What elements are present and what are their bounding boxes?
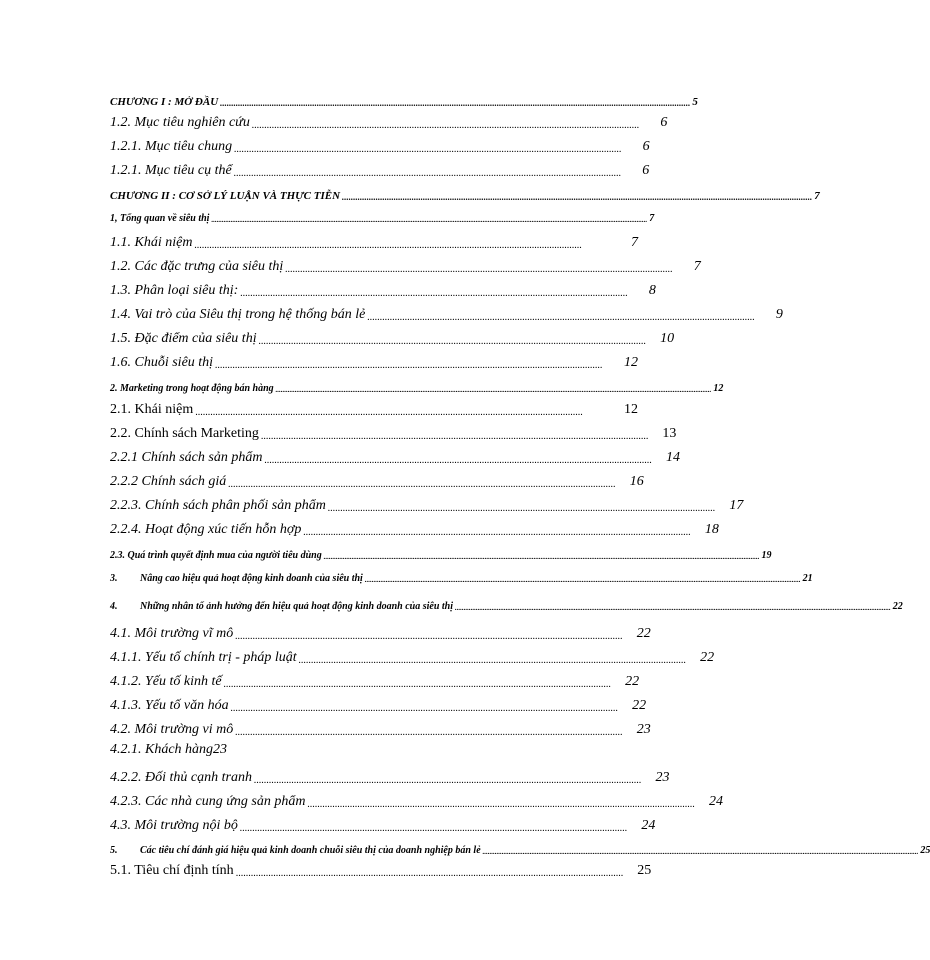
toc-entry-label: 1.3. Phân loại siêu thị: (110, 283, 239, 298)
toc-entry-label: CHƯƠNG II : CƠ SỞ LÝ LUẬN VÀ THỰC TIỄN (110, 190, 341, 202)
toc-entry-label: 2.2.3. Chính sách phân phối sản phẩm (110, 498, 326, 513)
toc-leader: ........................................................................................................................................................... (235, 868, 624, 879)
toc-leader: ........................................................................................................................................................... (285, 264, 673, 275)
toc-entry-label: 2.1. Khái niệm (110, 402, 194, 417)
toc-entry-page: 13 (662, 426, 677, 441)
toc-entry-page: 22 (892, 601, 903, 612)
toc-entry-page: 14 (665, 450, 680, 465)
toc-entry-text: Những nhân tố ảnh hưởng đến hiệu quả hoạt động kinh doanh của siêu thị (140, 601, 454, 612)
toc-entry-page: 22 (700, 650, 715, 665)
toc-leader: ........................................................................................................................................................... (234, 144, 622, 155)
toc-entry-page: 6 (642, 163, 650, 178)
toc-entry-label: 2.2.4. Hoạt động xúc tiến hỗn hợp (110, 522, 302, 537)
toc-entry[interactable] (110, 816, 656, 834)
toc-entry[interactable] (110, 233, 638, 251)
toc-entry-label: 1, Tổng quan về siêu thị (110, 213, 210, 224)
toc-entry-page: 25 (920, 845, 930, 856)
toc-entry-label (110, 573, 363, 584)
toc-entry-page: 24 (641, 818, 656, 833)
toc-entry-page: 18 (704, 522, 719, 537)
toc-entry[interactable] (110, 861, 652, 879)
toc-leader: ........................................................................................................................................................... (367, 312, 755, 323)
toc-leader: ......................................................................................................................................................................................................................................................... (211, 216, 648, 224)
toc-entry-page: 22 (632, 698, 647, 713)
toc-leader: ........................................................................................................................................................... (228, 479, 616, 490)
toc-leader: ......................................................................................................................................................................................................................................................... (275, 386, 712, 394)
toc-leader: ................................................................................................................................................................................................................. (342, 192, 813, 202)
toc-entry-label (110, 601, 453, 612)
toc-entry[interactable] (110, 281, 656, 299)
toc-entry-label (110, 845, 481, 856)
toc-leader: ........................................................................................................................................................... (253, 775, 642, 786)
toc-leader: ........................................................................................................................................................... (264, 455, 652, 466)
toc-entry-page: 10 (660, 331, 675, 346)
toc-entry[interactable] (110, 424, 677, 442)
toc-entry-label: 2.2.2 Chính sách giá (110, 474, 227, 489)
toc-leader: ......................................................................................................................................................................................................................................................... (323, 553, 760, 561)
toc-entry[interactable] (110, 648, 715, 666)
toc-entry[interactable] (110, 376, 724, 394)
toc-entry-page: 24 (708, 794, 723, 809)
toc-entry-page: 7 (693, 259, 701, 274)
toc-entry-label: 1.5. Đặc điểm của siêu thị (110, 331, 257, 346)
toc-entry-label: 4.1. Môi trường vĩ mô (110, 626, 234, 641)
toc-leader: ........................................................................................................................................................... (195, 407, 583, 418)
toc-entry[interactable] (110, 720, 651, 738)
toc-entry[interactable] (110, 594, 903, 612)
toc-entry-label: 1.6. Chuỗi siêu thị (110, 355, 214, 370)
toc-entry-label: 4.3. Môi trường nội bộ (110, 818, 238, 833)
toc-leader: ........................................................................................................................................................... (327, 503, 716, 514)
toc-entry[interactable] (110, 161, 650, 179)
toc-leader: ......................................................................................................................................................................................................................................................... (364, 576, 801, 584)
toc-entry[interactable]: 4.2.1. Khách hàng23 (110, 742, 228, 757)
toc-entry-label: 1.4. Vai trò của Siêu thị trong hệ thống bán lẻ (110, 307, 366, 322)
toc-entry-number: 4. (110, 601, 118, 612)
toc-entry-label: 1.2. Các đặc trưng của siêu thị (110, 259, 284, 274)
toc-entry-label: 4.1.1. Yếu tố chính trị - pháp luật (110, 650, 297, 665)
toc-entry[interactable] (110, 566, 813, 584)
toc-entry-label: 2. Marketing trong hoạt động bán hàng (110, 383, 274, 394)
toc-entry-label: 4.1.2. Yếu tố kinh tế (110, 674, 222, 689)
toc-entry[interactable] (110, 792, 723, 810)
toc-entry[interactable] (110, 257, 701, 275)
toc-entry-page: 7 (814, 190, 820, 202)
toc-entry-page: 12 (624, 402, 638, 417)
toc-entry-label: 2.2. Chính sách Marketing (110, 426, 259, 441)
toc-entry-page: 8 (648, 283, 656, 298)
toc-entry-label: 5.1. Tiêu chí định tính (110, 863, 234, 878)
toc-leader: ........................................................................................................................................................... (215, 360, 603, 371)
toc-entry[interactable] (110, 305, 783, 323)
toc-entry[interactable] (110, 353, 638, 371)
toc-entry-page: 6 (642, 139, 650, 154)
toc-entry-number: 3. (110, 573, 118, 584)
toc-entry-label: 1.2.1. Mục tiêu cụ thể (110, 163, 232, 178)
toc-entry-page: 21 (802, 573, 813, 584)
toc-entry-label: CHƯƠNG I : MỞ ĐẦU (110, 96, 219, 108)
toc-entry[interactable] (110, 113, 668, 131)
toc-entry[interactable] (110, 543, 772, 561)
toc-entry[interactable] (110, 768, 670, 786)
toc-leader: ........................................................................................................................................................... (298, 655, 687, 666)
toc-entry[interactable] (110, 696, 647, 714)
toc-leader: ........................................................................................................................................................... (230, 703, 619, 714)
toc-entry-page: 12 (624, 355, 638, 370)
toc-entry-label: 4.2.2. Đối thủ cạnh tranh (110, 770, 252, 785)
toc-entry-number: 5. (110, 845, 118, 856)
toc-entry[interactable] (110, 206, 655, 224)
toc-leader: ........................................................................................................................................................... (251, 120, 640, 131)
toc-entry-page: 23 (636, 722, 651, 737)
toc-entry-page: 5 (692, 96, 698, 108)
toc-entry[interactable] (110, 838, 930, 856)
toc-entry-page: 12 (713, 383, 724, 394)
toc-entry[interactable] (110, 472, 644, 490)
toc-leader: ........................................................................................................................................................... (235, 631, 623, 642)
toc-entry-label: 2.2.1 Chính sách sản phẩm (110, 450, 263, 465)
toc-leader: ........................................................................................................................................................... (233, 168, 622, 179)
toc-entry[interactable] (110, 184, 820, 202)
toc-leader: ........................................................................................................................................................... (194, 240, 582, 251)
toc-entry[interactable] (110, 400, 638, 418)
toc-entry-page: 23 (655, 770, 670, 785)
toc-entry-page: 7 (631, 235, 638, 250)
toc-entry[interactable] (110, 496, 744, 514)
toc-leader: ........................................................................................................................................................... (223, 679, 612, 690)
toc-entry-page: 6 (660, 115, 668, 130)
toc-entry-page: 22 (625, 674, 640, 689)
toc-entry-label: 1.1. Khái niệm (110, 235, 193, 250)
toc-entry[interactable] (110, 624, 651, 642)
toc-entry-text: Các tiêu chí đánh giá hiệu quả kinh doanh chuỗi siêu thị của doanh nghiệp bán lẻ (140, 845, 481, 856)
toc-entry-page: 16 (629, 474, 644, 489)
toc-entry-label: 1.2. Mục tiêu nghiên cứu (110, 115, 250, 130)
toc-entry[interactable] (110, 329, 675, 347)
toc-entry-label: 1.2.1. Mục tiêu chung (110, 139, 233, 154)
toc-entry-page: 9 (775, 307, 783, 322)
toc-leader: ................................................................................................................................................................................................................. (220, 98, 691, 108)
toc-leader: ......................................................................................................................................................................................................................................................... (455, 604, 891, 612)
toc-leader: ......................................................................................................................................................................................................................................................... (482, 848, 919, 856)
toc-leader: ........................................................................................................................................................... (307, 799, 695, 810)
toc-entry-page: 25 (637, 863, 652, 878)
toc-entry-label: 4.1.3. Yếu tố văn hóa (110, 698, 229, 713)
toc-entry-text: Nâng cao hiệu quả hoạt động kinh doanh của siêu thị (140, 573, 363, 584)
toc-leader: ........................................................................................................................................................... (239, 823, 628, 834)
toc-entry[interactable] (110, 520, 719, 538)
toc-entry[interactable] (110, 90, 698, 108)
toc-entry-label: 4.2.3. Các nhà cung ứng sản phẩm (110, 794, 306, 809)
toc-leader: ........................................................................................................................................................... (303, 527, 691, 538)
toc-entry[interactable] (110, 448, 680, 466)
toc-entry-page: 22 (636, 626, 651, 641)
toc-leader: ........................................................................................................................................................... (258, 336, 647, 347)
toc-entry-label: 4.2. Môi trường vi mô (110, 722, 234, 737)
toc-entry-page: 7 (649, 213, 655, 224)
toc-entry[interactable] (110, 672, 638, 690)
toc-entry-page: 19 (761, 550, 772, 561)
toc-leader: ........................................................................................................................................................... (260, 431, 649, 442)
toc-leader: ........................................................................................................................................................... (240, 288, 628, 299)
toc-entry[interactable] (110, 137, 650, 155)
toc-leader: ........................................................................................................................................................... (235, 727, 623, 738)
toc-entry-page: 17 (729, 498, 744, 513)
toc-entry-label: 2.3. Quá trình quyết định mua của người tiêu dùng (110, 550, 322, 561)
